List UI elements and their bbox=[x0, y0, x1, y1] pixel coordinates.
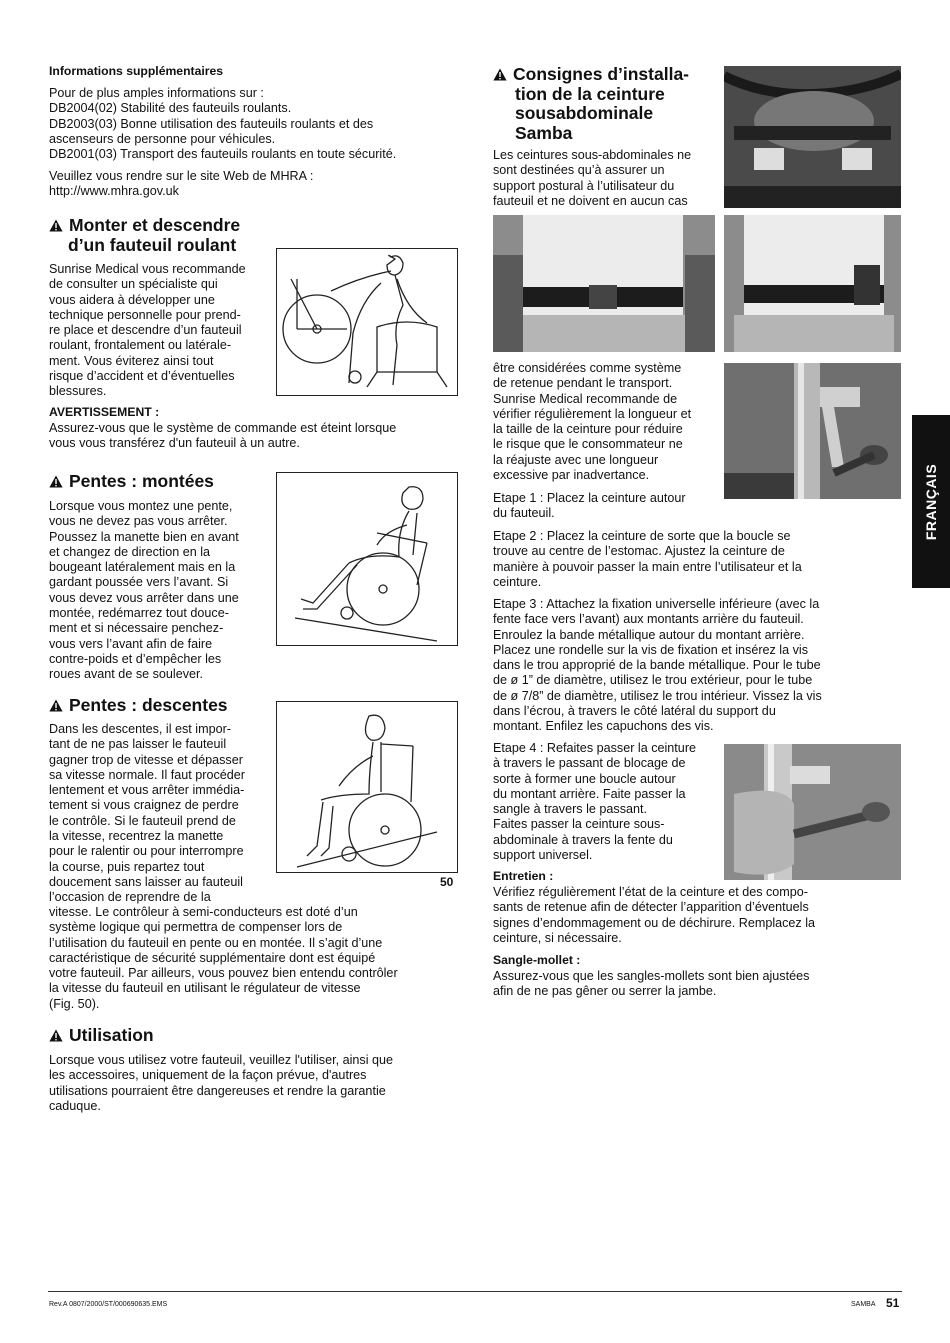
downhill-text bbox=[49, 722, 245, 906]
belt-chair-photo bbox=[724, 66, 901, 208]
warning-triangle-icon bbox=[49, 1029, 63, 1042]
text-line: sants de retenue afin de détecter l’apparition d’éventuels bbox=[493, 900, 809, 915]
text-line: sangle à travers le passant. bbox=[493, 802, 648, 817]
text-line: ascenseurs de personne pour véhicules. bbox=[49, 131, 276, 146]
text-line: Lorsque vous utilisez votre fauteuil, veuillez l'utiliser, ainsi que bbox=[49, 1053, 394, 1067]
text-line: tant de ne pas laisser le fauteuil bbox=[49, 737, 227, 752]
text-line: vous vous transférez d'un fauteuil à un autre. bbox=[49, 436, 300, 451]
footer-divider bbox=[48, 1291, 902, 1292]
text-line: Etape 1 : Placez la ceinture autour bbox=[493, 491, 686, 505]
downhill-illustration bbox=[276, 701, 458, 873]
text-line: blessures. bbox=[49, 384, 107, 399]
transfer-illustration bbox=[276, 248, 458, 396]
text-line: Sunrise Medical recommande de bbox=[493, 391, 678, 406]
text-line: montant. Enfilez les capuchons des vis. bbox=[493, 719, 714, 734]
text-line: DB2004(02) Stabilité des fauteuils roulants. bbox=[49, 101, 292, 116]
text-line: ceinture, si nécessaire. bbox=[493, 930, 622, 945]
usage-text bbox=[49, 1053, 393, 1114]
text-line: re place et descendre d’un fauteuil bbox=[49, 323, 242, 338]
text-line: la réajuste avec une longueur bbox=[493, 452, 659, 467]
text-line: la course, puis repartez tout bbox=[49, 859, 205, 874]
text-line: Etape 3 : Attachez la fixation universelle inférieure (avec la bbox=[493, 597, 820, 611]
text-line: dans l’écrou, à travers le côté latéral du support du bbox=[493, 704, 776, 719]
text-line: pour le ralentir ou pour interrompre bbox=[49, 844, 244, 859]
step4-text bbox=[493, 741, 696, 863]
text-line: la vitesse du fauteuil en utilisant le régulateur de vitesse bbox=[49, 981, 361, 996]
warning-heading: AVERTISSEMENT : bbox=[49, 405, 160, 419]
maintenance-heading: Entretien : bbox=[493, 869, 554, 883]
text-line: Enroulez la bande métallique autour du montant arrière. bbox=[493, 627, 805, 642]
text-line: et changez de direction en la bbox=[49, 544, 211, 559]
page-number: 51 bbox=[886, 1296, 900, 1310]
text-line: sorte à former une boucle autour bbox=[493, 771, 676, 786]
text-line: du montant arrière. Faite passer la bbox=[493, 786, 686, 801]
figure-label: 50 bbox=[440, 875, 454, 889]
text-line: le contrôle. Si le fauteuil prend de bbox=[49, 813, 236, 828]
text-line: fente face vers l’avant) aux montants arrière du fauteuil. bbox=[493, 612, 804, 627]
text-line: système logique qui permettra de compenser lors de bbox=[49, 920, 343, 935]
text-line: excessive par inadvertance. bbox=[493, 468, 650, 483]
text-line: Assurez-vous que le système de commande est éteint lorsque bbox=[49, 421, 397, 435]
belt-person-photo-1 bbox=[493, 215, 715, 352]
text-line: (Fig. 50). bbox=[49, 996, 100, 1011]
text-line: votre fauteuil. Par ailleurs, vous pouvez bien entendu contrôler bbox=[49, 966, 398, 981]
language-tab-label: FRANÇAIS bbox=[923, 463, 939, 540]
text-line: Pour de plus amples informations sur : bbox=[49, 86, 264, 100]
belt-cont-text bbox=[493, 361, 691, 483]
text-line: risque d’accident et d’éventuelles bbox=[49, 369, 235, 384]
text-line: doucement sans laisser au fauteuil bbox=[49, 874, 243, 889]
text-line: Dans les descentes, il est impor- bbox=[49, 722, 231, 736]
text-line: de ø 7/8” de diamètre, utilisez le trou intérieur. Vissez la vis bbox=[493, 688, 822, 703]
text-line: Etape 4 : Refaites passer la ceinture bbox=[493, 741, 697, 755]
transfer-text bbox=[49, 262, 246, 400]
text-line: vous vers l’avant afin de faire bbox=[49, 636, 213, 651]
text-line: Les ceintures sous-abdominales ne bbox=[493, 148, 692, 162]
text-line: support postural à l’utilisateur du bbox=[493, 178, 675, 193]
language-tab bbox=[912, 415, 950, 588]
text-line: Etape 2 : Placez la ceinture de sorte que la boucle se bbox=[493, 529, 791, 543]
text-line: caduque. bbox=[49, 1098, 101, 1113]
text-line: vous aidera à développer une bbox=[49, 292, 215, 307]
text-line: Lorsque vous montez une pente, bbox=[49, 499, 233, 513]
text-line: Placez une rondelle sur la vis de fixation et insérez la vis bbox=[493, 642, 809, 657]
warning-triangle-icon bbox=[49, 699, 63, 712]
downhill-text-wide bbox=[49, 905, 398, 1012]
text-line: le risque que le consommateur ne bbox=[493, 437, 683, 452]
text-line: du fauteuil. bbox=[493, 506, 555, 521]
step1-text bbox=[493, 491, 686, 522]
belt-intro-text bbox=[493, 148, 691, 209]
info-text bbox=[49, 86, 396, 162]
text-line: contre-poids et d’empêcher les bbox=[49, 651, 222, 666]
text-line: fauteuil et ne doivent en aucun cas bbox=[493, 193, 688, 208]
transfer-title: Monter et descendre d’un fauteuil roulant bbox=[49, 216, 240, 255]
text-line: http://www.mhra.gov.uk bbox=[49, 184, 179, 199]
text-line: ment. Vous éviterez ainsi tout bbox=[49, 353, 214, 368]
text-line: support universel. bbox=[493, 848, 593, 863]
bracket-photo bbox=[724, 363, 901, 499]
text-line: la vitesse, recentrez la manette bbox=[49, 829, 224, 844]
warning-triangle-icon bbox=[49, 475, 63, 488]
text-line: manière à pouvoir passer la main entre l’utilisateur et la bbox=[493, 559, 802, 574]
text-line: les accessoires, uniquement de la façon prévue, d'autres bbox=[49, 1068, 367, 1083]
text-line: bougeant latéralement mais en la bbox=[49, 560, 236, 575]
text-line: vous devez vous arrêter dans une bbox=[49, 590, 239, 605]
uphill-text bbox=[49, 499, 239, 683]
belt-person-photo-2 bbox=[724, 215, 901, 352]
text-line: technique personnelle pour prend- bbox=[49, 307, 241, 322]
info-heading: Informations supplémentaires bbox=[49, 64, 224, 78]
text-line: vous ne devez pas vous arrêter. bbox=[49, 514, 228, 529]
text-line: montée, redémarrez tout douce- bbox=[49, 606, 229, 621]
text-line: à travers le passant de blocage de bbox=[493, 756, 686, 771]
text-line: utilisations pourraient être dangereuses et rendre la garantie bbox=[49, 1083, 386, 1098]
text-line: gagner trop de vitesse et dépasser bbox=[49, 752, 243, 767]
buckle-photo bbox=[724, 744, 901, 880]
text-line: l’occasion de reprendre de la bbox=[49, 890, 211, 905]
belt-title: Consignes d’installa- tion de la ceinture sousabdominale Samba bbox=[493, 65, 689, 143]
text-line: de ø 1” de diamètre, utilisez le trou extérieur, pour le tube bbox=[493, 673, 813, 688]
uphill-illustration bbox=[276, 472, 458, 646]
text-line: DB2001(03) Transport des fauteuils roulants en toute sécurité. bbox=[49, 147, 397, 162]
text-line: dans le trou approprié de la bande métallique. Pour le tube bbox=[493, 658, 821, 673]
text-line: Assurez-vous que les sangles-mollets sont bien ajustées bbox=[493, 969, 810, 983]
text-line: afin de ne pas gêner ou serrer la jambe. bbox=[493, 984, 717, 999]
calf-text bbox=[493, 969, 809, 1000]
text-line: Faites passer la ceinture sous- bbox=[493, 817, 665, 832]
info-web-text bbox=[49, 169, 313, 200]
footer-code: Rev.A 0807/2000/ST/000690635.EMS bbox=[49, 1301, 168, 1308]
text-line: Vérifiez régulièrement l’état de la ceinture et des compo- bbox=[493, 885, 809, 899]
text-line: vitesse. Le contrôleur à semi-conducteurs est doté d’un bbox=[49, 905, 358, 919]
text-line: Sunrise Medical vous recommande bbox=[49, 262, 246, 276]
step3-text bbox=[493, 597, 822, 735]
text-line: de retenue pendant le transport. bbox=[493, 376, 673, 391]
text-line: de consulter un spécialiste qui bbox=[49, 277, 218, 292]
text-line: caractéristique de sécurité supplémentaire dont est équipé bbox=[49, 950, 376, 965]
text-line: vérifier régulièrement la longueur et bbox=[493, 406, 692, 421]
text-line: ceinture. bbox=[493, 574, 542, 589]
step2-text bbox=[493, 529, 802, 590]
text-line: lentement et vous arrêter immédia- bbox=[49, 783, 245, 798]
text-line: tement si vous craignez de perdre bbox=[49, 798, 239, 813]
text-line: l’utilisation du fauteuil en pente ou en montée. Il s’agit d’une bbox=[49, 935, 383, 950]
warning-triangle-icon bbox=[493, 68, 507, 81]
text-line: Veuillez vous rendre sur le site Web de MHRA : bbox=[49, 169, 314, 183]
warning-triangle-icon bbox=[49, 219, 63, 232]
calf-heading: Sangle-mollet : bbox=[493, 953, 581, 967]
text-line: Poussez la manette bien en avant bbox=[49, 529, 239, 544]
text-line: trouve au centre de l’estomac. Ajustez la ceinture de bbox=[493, 544, 785, 559]
text-line: sont destinées qu’à assurer un bbox=[493, 163, 665, 178]
text-line: gardant poussée vers l’avant. Si bbox=[49, 575, 229, 590]
text-line: roues avant de se soulever. bbox=[49, 667, 204, 682]
text-line: roulant, frontalement ou latérale- bbox=[49, 338, 232, 353]
text-line: DB2003(03) Bonne utilisation des fauteuils roulants et des bbox=[49, 116, 374, 131]
maintenance-text bbox=[493, 885, 815, 946]
text-line: être considérées comme système bbox=[493, 361, 682, 375]
footer-brand: SAMBA bbox=[851, 1301, 876, 1308]
downhill-title: Pentes : descentes bbox=[49, 696, 228, 716]
uphill-title: Pentes : montées bbox=[49, 472, 214, 492]
warning-text bbox=[49, 421, 396, 452]
text-line: la taille de la ceinture pour réduire bbox=[493, 422, 683, 437]
usage-title: Utilisation bbox=[49, 1026, 154, 1046]
text-line: sa vitesse normale. Il faut procéder bbox=[49, 767, 245, 782]
text-line: signes d’endommagement ou de déchirure. Remplacez la bbox=[493, 915, 816, 930]
text-line: ment et si nécessaire penchez- bbox=[49, 621, 224, 636]
text-line: abdominale à travers la fente du bbox=[493, 832, 673, 847]
